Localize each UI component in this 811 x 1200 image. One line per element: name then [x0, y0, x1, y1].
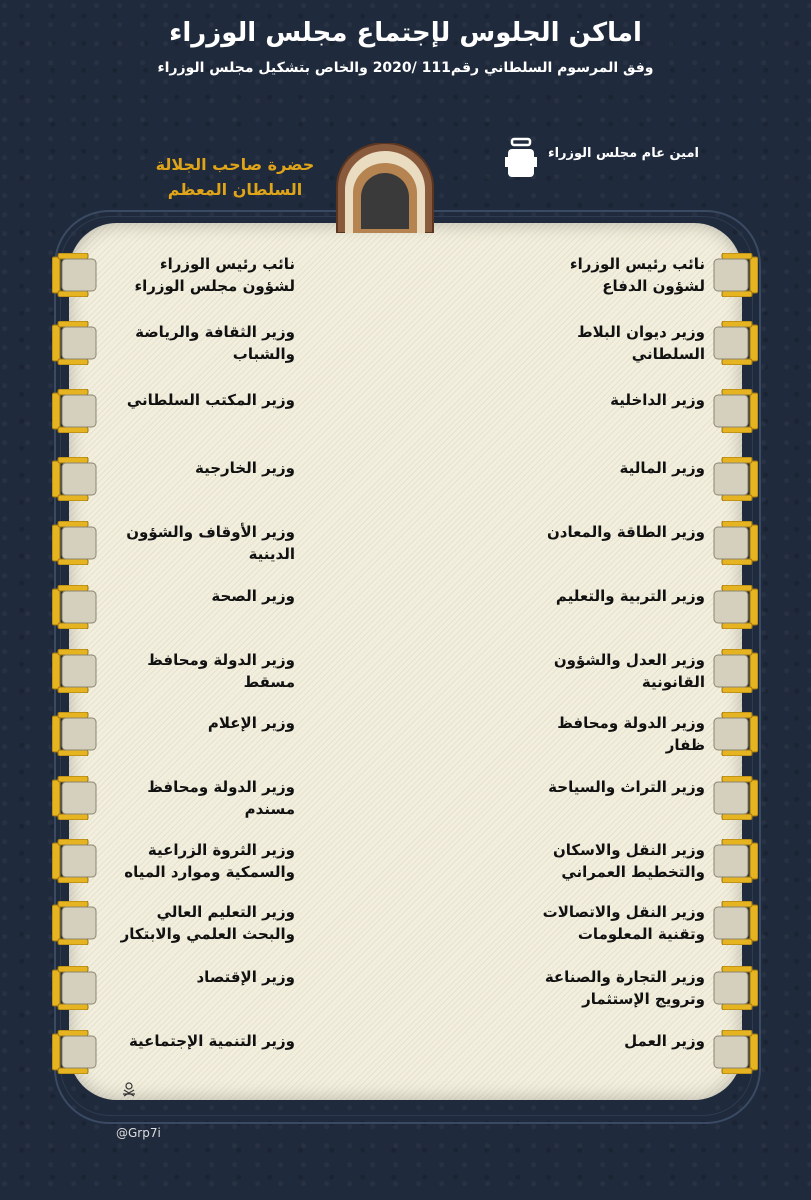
right-seat-3-line1: وزير الداخلية	[610, 391, 705, 409]
right-seat-7	[710, 649, 750, 689]
left-seat-12-line1: وزير الإقتصاد	[196, 968, 295, 986]
right-seat-label-4	[480, 457, 705, 479]
right-seat-2-line2: السلطاني	[631, 345, 705, 363]
left-seat-label-5	[70, 521, 295, 565]
sultan-label-line2: السلطان المعظم	[167, 180, 303, 199]
left-seat-label-11	[70, 901, 295, 945]
right-seat-6-line1: وزير التربية والتعليم	[555, 587, 705, 605]
throne-icon	[333, 143, 437, 233]
right-seat-13	[710, 1030, 750, 1070]
left-seat-label-1	[70, 253, 295, 297]
left-seat-label-2	[70, 321, 295, 365]
right-seat-label-12	[480, 966, 705, 1010]
left-seat-3-line1: وزير المكتب السلطاني	[126, 391, 295, 409]
left-seat-label-3	[70, 389, 295, 411]
left-seat-1-line1: نائب رئيس الوزراء	[159, 255, 295, 273]
left-seat-9-line2: مسندم	[244, 800, 295, 818]
right-seat-11	[710, 901, 750, 941]
right-seat-6	[710, 585, 750, 625]
left-seat-2-line1: وزير الثقافة والرياضة	[135, 323, 295, 341]
right-seat-label-2	[480, 321, 705, 365]
right-seat-label-5	[480, 521, 705, 543]
right-seat-label-6	[480, 585, 705, 607]
left-seat-10-line1: وزير الثروة الزراعية	[147, 841, 295, 859]
left-seat-label-7	[70, 649, 295, 693]
page-subtitle: وفق المرسوم السلطاني رقم111 /2020 والخاص بتشكيل مجلس الوزراء	[157, 60, 654, 76]
right-seat-9-line1: وزير التراث والسياحة	[548, 778, 705, 796]
right-seat-7-line1: وزير العدل والشؤون	[553, 651, 705, 669]
right-seat-12	[710, 966, 750, 1006]
right-seat-11-line1: وزير النقل والاتصالات	[542, 903, 705, 921]
right-seat-12-line1: وزير التجارة والصناعة	[544, 968, 705, 986]
left-seat-4-line1: وزير الخارجية	[194, 459, 295, 477]
right-seat-10	[710, 839, 750, 879]
right-seat-label-8	[480, 712, 705, 756]
right-seat-8-line1: وزير الدولة ومحافظ	[557, 714, 705, 732]
left-seat-10-line2: والسمكية وموارد المياه	[124, 863, 295, 881]
left-seat-label-8	[70, 712, 295, 734]
left-seat-label-6	[70, 585, 295, 607]
left-seat-2-line2: والشباب	[232, 345, 295, 363]
left-seat-label-9	[70, 776, 295, 820]
right-seat-9	[710, 776, 750, 816]
left-seat-7-line1: وزير الدولة ومحافظ	[147, 651, 295, 669]
left-seat-label-13	[70, 1030, 295, 1052]
right-seat-13-line1: وزير العمل	[624, 1032, 705, 1050]
right-seat-label-7	[480, 649, 705, 693]
right-seat-1	[710, 253, 750, 293]
right-seat-10-line2: والتخطيط العمراني	[561, 863, 705, 881]
left-seat-13-line1: وزير التنمية الإجتماعية	[128, 1032, 295, 1050]
left-seat-label-4	[70, 457, 295, 479]
secretary-label: امين عام مجلس الوزراء	[547, 146, 699, 161]
author-handle: @Grp7i	[116, 1126, 161, 1140]
right-seat-11-line2: وتقنية المعلومات	[577, 925, 705, 943]
right-seat-label-11	[480, 901, 705, 945]
right-seat-5-line1: وزير الطاقة والمعادن	[546, 523, 705, 541]
emblem-icon	[120, 1080, 138, 1098]
right-seat-8	[710, 712, 750, 752]
left-seat-label-12	[70, 966, 295, 988]
left-seat-9-line1: وزير الدولة ومحافظ	[147, 778, 295, 796]
left-seat-6-line1: وزير الصحة	[211, 587, 295, 605]
left-seat-11-line2: والبحث العلمي والابتكار	[120, 925, 295, 943]
right-seat-7-line2: القانونية	[641, 673, 705, 691]
left-seat-5-line1: وزير الأوقاف والشؤون	[126, 523, 295, 541]
sultan-label	[150, 152, 320, 202]
right-seat-2-line1: وزير ديوان البلاط	[577, 323, 705, 341]
right-seat-label-10	[480, 839, 705, 883]
right-seat-1-line2: لشؤون الدفاع	[602, 277, 705, 295]
right-seat-2	[710, 321, 750, 361]
right-seat-4-line1: وزير المالية	[619, 459, 705, 477]
sultan-label-line1: حضرة صاحب الجلالة	[155, 155, 315, 174]
left-seat-1-line2: لشؤون مجلس الوزراء	[134, 277, 295, 295]
right-seat-5	[710, 521, 750, 561]
right-seat-4	[710, 457, 750, 497]
right-seat-label-1	[480, 253, 705, 297]
left-seat-8-line1: وزير الإعلام	[207, 714, 295, 732]
left-seat-7-line2: مسقط	[243, 673, 295, 691]
right-seat-1-line1: نائب رئيس الوزراء	[569, 255, 705, 273]
right-seat-label-13	[480, 1030, 705, 1052]
chair-icon	[505, 137, 545, 181]
right-seat-3	[710, 389, 750, 429]
right-seat-12-line2: وترويج الإستثمار	[582, 990, 705, 1008]
right-seat-label-3	[480, 389, 705, 411]
left-seat-5-line2: الدينية	[248, 545, 295, 563]
page-title: اماكن الجلوس لإجتماع مجلس الوزراء	[169, 18, 642, 48]
right-seat-8-line2: ظفار	[665, 736, 705, 754]
left-seat-label-10	[70, 839, 295, 883]
left-seat-11-line1: وزير التعليم العالي	[156, 903, 295, 921]
right-seat-10-line1: وزير النقل والاسكان	[553, 841, 705, 859]
right-seat-label-9	[480, 776, 705, 798]
